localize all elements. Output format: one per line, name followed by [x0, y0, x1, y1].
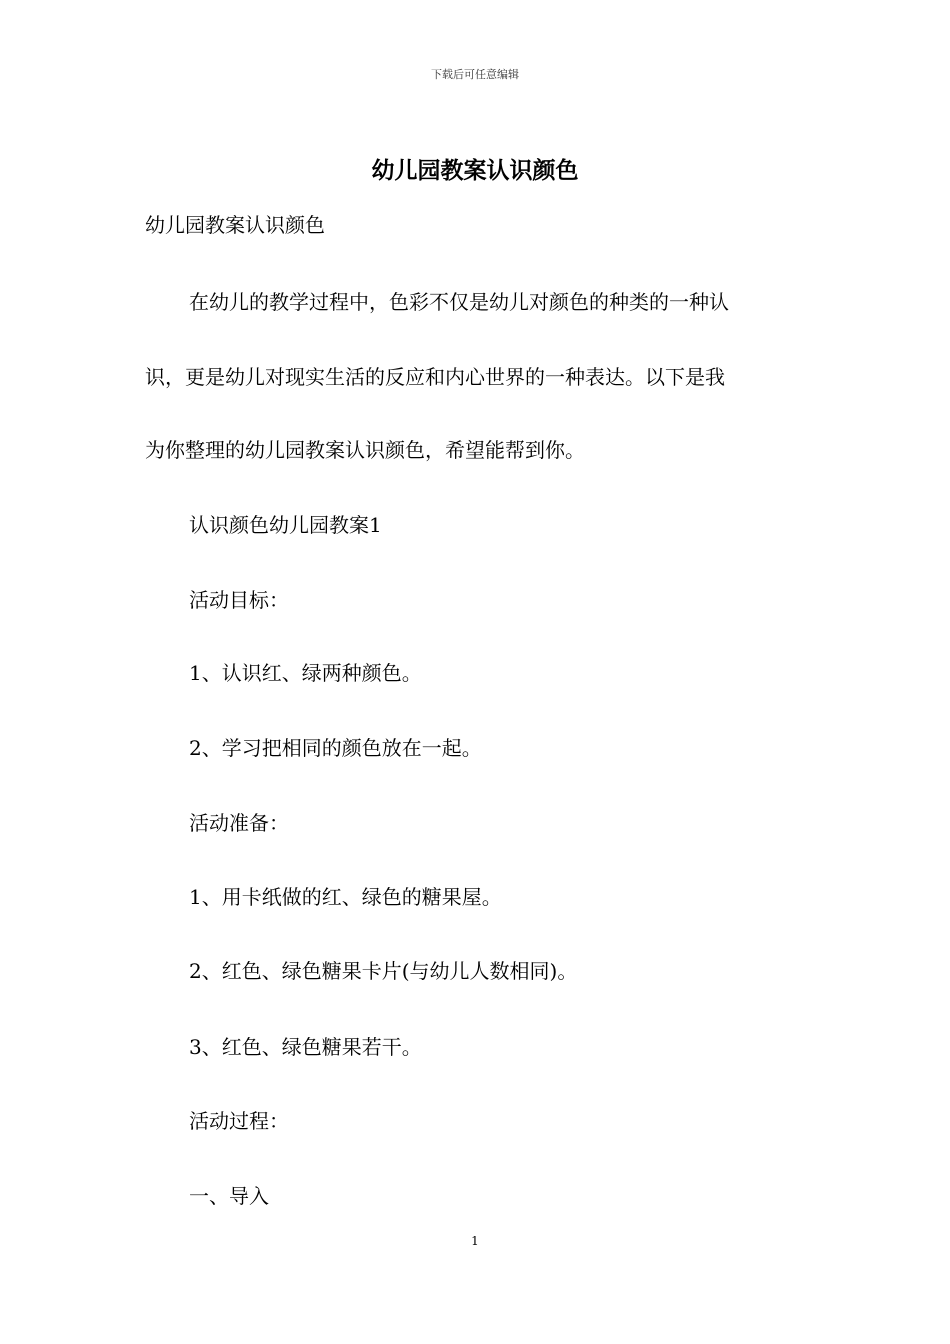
prep-item-2: 2、红色、绿色糖果卡片(与幼儿人数相同)。 — [189, 959, 578, 983]
document-title: 幼儿园教案认识颜色 — [371, 157, 579, 184]
intro-line-2: 识，更是幼儿对现实生活的反应和内心世界的一种表达。以下是我 — [145, 365, 725, 389]
page-header-note: 下载后可任意编辑 — [431, 68, 519, 81]
document-subtitle: 幼儿园教案认识颜色 — [145, 213, 325, 237]
intro-line-1: 在幼儿的教学过程中，色彩不仅是幼儿对颜色的种类的一种认 — [189, 290, 729, 314]
prep-item-1: 1、用卡纸做的红、绿色的糖果屋。 — [189, 885, 502, 909]
process-heading: 活动过程： — [189, 1109, 289, 1133]
intro-line-3: 为你整理的幼儿园教案认识颜色，希望能帮到你。 — [145, 438, 585, 462]
process-step-1: 一、导入 — [189, 1184, 269, 1208]
prep-item-3: 3、红色、绿色糖果若干。 — [189, 1035, 422, 1059]
goal-item-1: 1、认识红、绿两种颜色。 — [189, 661, 422, 685]
goals-heading: 活动目标： — [189, 588, 289, 612]
prep-heading: 活动准备： — [189, 811, 289, 835]
goal-item-2: 2、学习把相同的颜色放在一起。 — [189, 736, 482, 760]
page-number: 1 — [471, 1234, 479, 1248]
section-heading: 认识颜色幼儿园教案1 — [189, 513, 382, 537]
